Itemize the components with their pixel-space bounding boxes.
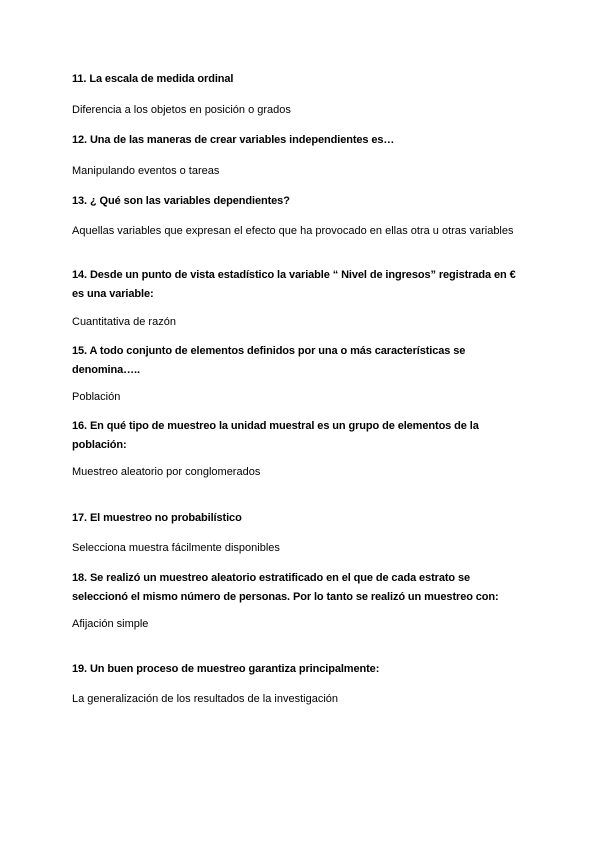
- answer-19: La generalización de los resultados de la investigación: [72, 693, 339, 705]
- question-12: 12. Una de las maneras de crear variables independientes es…: [72, 134, 395, 146]
- question-19: 19. Un buen proceso de muestreo garantiza principalmente:: [72, 663, 380, 675]
- answer-12: Manipulando eventos o tareas: [72, 165, 220, 177]
- question-14: 14. Desde un punto de vista estadístico la variable “ Nivel de ingresos” registrada en € es una variable:: [72, 269, 516, 300]
- answer-16: Muestreo aleatorio por conglomerados: [72, 466, 261, 478]
- answer-14: Cuantitativa de razón: [72, 316, 176, 328]
- question-11: 11. La escala de medida ordinal: [72, 73, 234, 85]
- question-16: 16. En qué tipo de muestreo la unidad muestral es un grupo de elementos de la población:: [72, 420, 479, 451]
- question-15: 15. A todo conjunto de elementos definidos por una o más características se denomina…..: [72, 345, 466, 376]
- answer-15: Población: [72, 391, 121, 403]
- question-13: 13. ¿ Qué son las variables dependientes?: [72, 195, 290, 207]
- answer-13: Aquellas variables que expresan el efecto que ha provocado en ellas otra u otras variables: [72, 225, 514, 237]
- answer-18: Afijación simple: [72, 618, 149, 630]
- answer-17: Selecciona muestra fácilmente disponibles: [72, 542, 280, 554]
- question-17: 17. El muestreo no probabilístico: [72, 512, 242, 524]
- question-18: 18. Se realizó un muestreo aleatorio estratificado en el que de cada estrato se seleccionó el mismo número de personas. Por lo tanto se realizó un muestreo con:: [72, 572, 499, 603]
- answer-11: Diferencia a los objetos en posición o grados: [72, 104, 291, 116]
